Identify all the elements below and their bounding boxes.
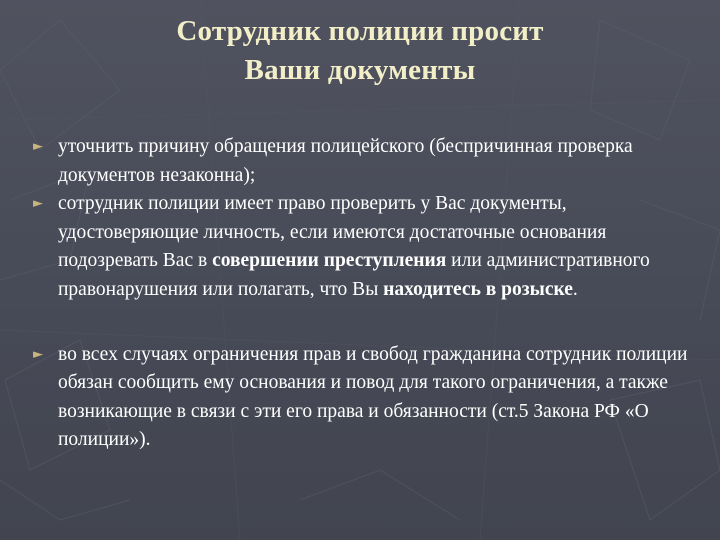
bullet-list [33, 133, 693, 455]
bullet-arrow-icon: ► [33, 196, 43, 212]
bullet-text: сотрудник полиции имеет право проверить у Вас документы, удостоверяющие личность, если имеются достаточные основания подозревать Вас в [58, 193, 607, 272]
bullet-text: . [572, 278, 578, 300]
bullet-text: или административного правонарушения или полагать, что Вы [58, 250, 650, 300]
bullet-bold-text: находитесь в розыске [383, 278, 573, 300]
bullet-item-1 [33, 133, 693, 190]
bullet-arrow-icon: ► [33, 139, 43, 154]
bullet-text: во всех случаях ограничения прав и свобод гражданина сотрудник полиции обязан сообщить ему основания и повод для такого ограничения, а также возникающие в связи с эти его права и обязанности (ст.5 Закона РФ «О полиции»). [58, 343, 688, 451]
bullet-bold-text: совершении преступления [212, 250, 447, 272]
title-line-1: Сотрудник полиции просит [176, 15, 544, 47]
slide-title [0, 12, 720, 90]
title-line-2: Ваши документы [244, 54, 476, 86]
bullet-text: уточнить причину обращения полицейского (беспричинная проверка документов незаконна); [58, 136, 633, 186]
bullet-item-2 [33, 190, 693, 304]
bullet-item-3 [33, 341, 693, 455]
bullet-arrow-icon: ► [33, 346, 43, 362]
